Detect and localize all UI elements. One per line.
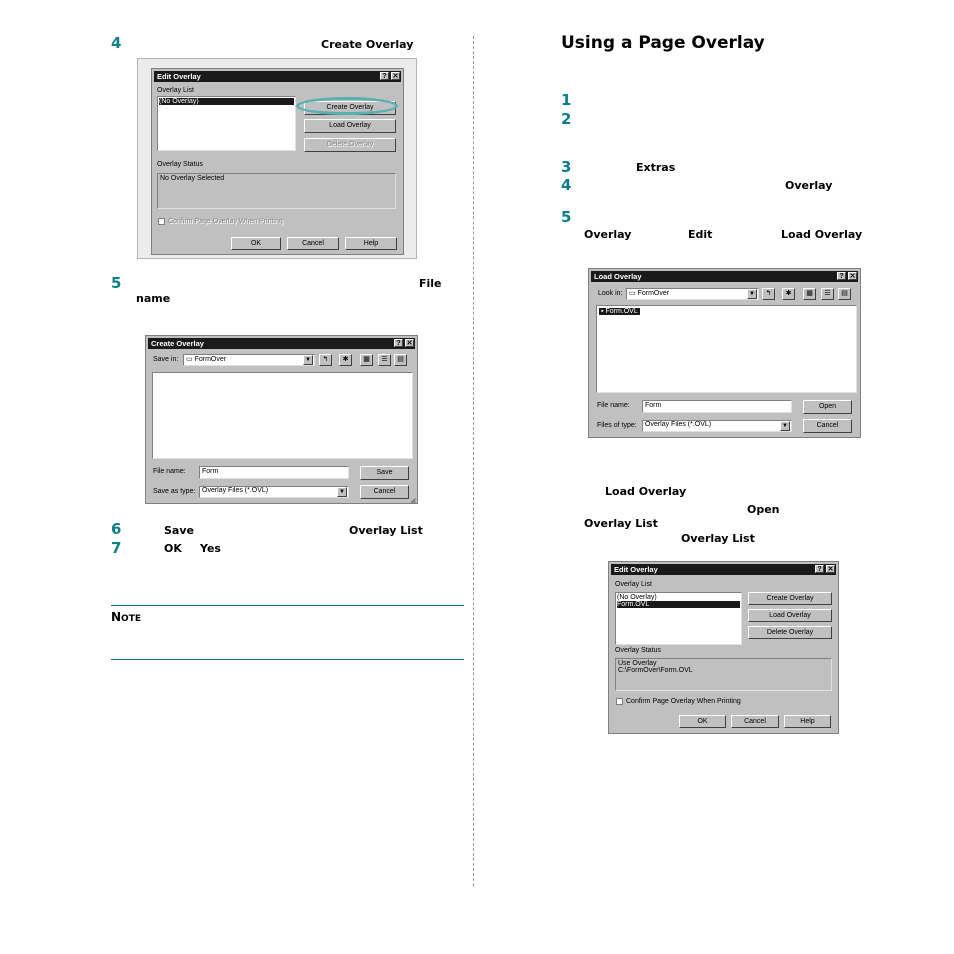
overlay-status-label: Overlay Status xyxy=(615,647,661,654)
chevron-down-icon[interactable]: ▼ xyxy=(747,289,757,299)
details-view-icon[interactable]: ▤ xyxy=(838,288,851,300)
list-item[interactable]: (No Overlay) xyxy=(159,98,294,105)
load-overlay-dialog xyxy=(588,268,861,438)
step-5-number: 5 xyxy=(561,208,572,226)
dialog-title-bar xyxy=(148,338,415,349)
step-3-number: 3 xyxy=(561,158,572,176)
close-icon[interactable]: ✕ xyxy=(827,566,834,573)
overlay-list[interactable] xyxy=(157,96,296,151)
file-browser-area[interactable] xyxy=(152,372,413,459)
step-5-number: 5 xyxy=(111,274,122,292)
step-5-bold-term-2: name xyxy=(136,292,171,305)
files-of-type-label: Files of type: xyxy=(597,422,637,429)
step-7-bold-term-2: Yes xyxy=(200,542,221,555)
overlay-list[interactable] xyxy=(615,592,742,645)
dialog-title-bar xyxy=(154,71,401,82)
list-item[interactable]: (No Overlay) xyxy=(617,594,657,601)
note-heading-rest: OTE xyxy=(121,614,141,624)
step-5-bold-term-3: Load Overlay xyxy=(781,228,863,241)
cancel-button[interactable]: Cancel xyxy=(287,237,339,250)
note-heading xyxy=(111,610,141,624)
after-bold-term-1: Load Overlay xyxy=(605,485,687,498)
help-icon[interactable]: ? xyxy=(837,272,846,280)
dialog-title: Load Overlay xyxy=(594,272,642,281)
look-in-label: Look in: xyxy=(598,290,623,297)
view-menu-icon[interactable]: ▦ xyxy=(360,354,373,366)
highlight-ellipse xyxy=(296,97,398,115)
step-4-bold-term: Create Overlay xyxy=(321,38,414,51)
ok-button[interactable]: OK xyxy=(679,715,726,728)
overlay-list-label: Overlay List xyxy=(157,87,194,94)
list-view-icon[interactable]: ☰ xyxy=(378,354,391,366)
chevron-down-icon[interactable]: ▼ xyxy=(337,487,347,497)
step-5-bold-term-2: Edit xyxy=(688,228,713,241)
folder-icon: ▭ xyxy=(186,356,193,363)
overlay-status-box xyxy=(615,658,832,691)
confirm-overlay-checkbox[interactable] xyxy=(158,218,165,225)
delete-overlay-button[interactable]: Delete Overlay xyxy=(304,138,396,152)
dialog-title: Edit Overlay xyxy=(614,565,658,574)
confirm-overlay-checkbox[interactable] xyxy=(616,698,623,705)
overlay-status-line-2: C:\FormOver\Form.OVL xyxy=(618,667,693,674)
ok-button[interactable]: OK xyxy=(231,237,281,250)
edit-overlay-screenshot-frame xyxy=(137,58,417,259)
files-of-type-dropdown[interactable]: Overlay Files (*.OVL) xyxy=(642,420,792,432)
chevron-down-icon[interactable]: ▼ xyxy=(303,355,313,365)
create-overlay-button[interactable]: Create Overlay xyxy=(748,592,832,605)
dialog-title: Edit Overlay xyxy=(157,72,201,81)
step-6-number: 6 xyxy=(111,520,122,538)
list-view-icon[interactable]: ☰ xyxy=(821,288,834,300)
cancel-button[interactable]: Cancel xyxy=(360,485,409,499)
file-item[interactable] xyxy=(599,308,640,315)
create-overlay-dialog xyxy=(145,335,418,504)
close-icon[interactable]: ✕ xyxy=(392,73,399,80)
step-4-bold-term: Overlay xyxy=(785,179,833,192)
step-7-bold-term-1: OK xyxy=(164,542,182,555)
confirm-overlay-label: Confirm Page Overlay When Printing xyxy=(626,698,741,705)
step-4-number: 4 xyxy=(561,176,572,194)
load-overlay-button[interactable]: Load Overlay xyxy=(304,119,396,133)
folder-icon: ▭ xyxy=(629,290,636,297)
after-bold-term-4: Overlay List xyxy=(681,532,755,545)
cancel-button[interactable]: Cancel xyxy=(803,419,852,433)
close-icon[interactable]: ✕ xyxy=(849,273,856,280)
look-in-dropdown[interactable] xyxy=(626,288,759,300)
dialog-title-bar xyxy=(591,271,858,282)
file-browser-area[interactable] xyxy=(596,305,857,393)
chevron-down-icon[interactable]: ▼ xyxy=(780,421,790,431)
open-button[interactable]: Open xyxy=(803,400,852,414)
dialog-title-bar xyxy=(611,564,836,575)
resize-grip-icon[interactable]: ◢ xyxy=(410,497,416,504)
step-4-number: 4 xyxy=(111,34,122,52)
help-button[interactable]: Help xyxy=(345,237,397,250)
note-bottom-rule xyxy=(111,659,464,660)
file-icon: ▪ xyxy=(601,308,604,315)
help-icon[interactable]: ? xyxy=(394,339,403,347)
file-name-input[interactable]: Form xyxy=(199,466,349,479)
load-overlay-button[interactable]: Load Overlay xyxy=(748,609,832,622)
step-7-number: 7 xyxy=(111,539,122,557)
cancel-button[interactable]: Cancel xyxy=(731,715,779,728)
overlay-list-label: Overlay List xyxy=(615,581,652,588)
help-button[interactable]: Help xyxy=(784,715,831,728)
save-button[interactable]: Save xyxy=(360,466,409,480)
step-3-bold-term: Extras xyxy=(636,161,676,174)
file-name-label: File name: xyxy=(153,468,186,475)
step-5-bold-term-1: File xyxy=(419,277,442,290)
save-as-type-label: Save as type: xyxy=(153,488,196,495)
after-bold-term-3: Overlay List xyxy=(584,517,658,530)
edit-overlay-dialog xyxy=(151,68,404,255)
details-view-icon[interactable]: ▤ xyxy=(394,354,407,366)
confirm-overlay-label: Confirm Page Overlay When Printing xyxy=(168,218,283,225)
file-name-label: File name: xyxy=(597,402,630,409)
new-folder-icon[interactable]: ✱ xyxy=(339,354,352,366)
save-in-dropdown[interactable] xyxy=(183,354,315,366)
section-heading: Using a Page Overlay xyxy=(561,33,765,53)
save-as-type-dropdown[interactable]: Overlay Files (*.OVL) xyxy=(199,486,349,498)
list-item[interactable]: Form.OVL xyxy=(617,601,740,608)
step-6-bold-term-2: Overlay List xyxy=(349,524,423,537)
up-folder-icon[interactable]: ↰ xyxy=(319,354,332,366)
step-5-bold-term-1: Overlay xyxy=(584,228,632,241)
step-1-number: 1 xyxy=(561,91,572,109)
overlay-status-label: Overlay Status xyxy=(157,161,203,168)
file-item-name: Form.OVL xyxy=(605,308,638,315)
edit-overlay-dialog-updated xyxy=(608,561,839,734)
overlay-status-text: No Overlay Selected xyxy=(160,175,225,182)
after-bold-term-2: Open xyxy=(747,503,780,516)
dialog-title: Create Overlay xyxy=(151,339,204,348)
view-menu-icon[interactable]: ▦ xyxy=(803,288,816,300)
delete-overlay-button[interactable]: Delete Overlay xyxy=(748,626,832,639)
step-6-bold-term-1: Save xyxy=(164,524,194,537)
column-divider xyxy=(473,36,474,886)
overlay-status-line-1: Use Overlay xyxy=(618,660,657,667)
new-folder-icon[interactable]: ✱ xyxy=(782,288,795,300)
help-icon[interactable]: ? xyxy=(380,72,389,80)
look-in-folder: FormOver xyxy=(637,290,670,297)
overlay-status-box xyxy=(157,173,396,209)
file-name-input[interactable]: Form xyxy=(642,400,792,413)
create-overlay-button[interactable]: Create Overlay xyxy=(304,101,396,115)
save-in-label: Save in: xyxy=(153,356,179,363)
help-icon[interactable]: ? xyxy=(815,565,824,573)
note-heading-first: N xyxy=(111,610,122,624)
save-in-folder: FormOver xyxy=(194,356,227,363)
step-2-number: 2 xyxy=(561,110,572,128)
note-top-rule xyxy=(111,605,464,606)
up-folder-icon[interactable]: ↰ xyxy=(762,288,775,300)
close-icon[interactable]: ✕ xyxy=(406,340,413,347)
